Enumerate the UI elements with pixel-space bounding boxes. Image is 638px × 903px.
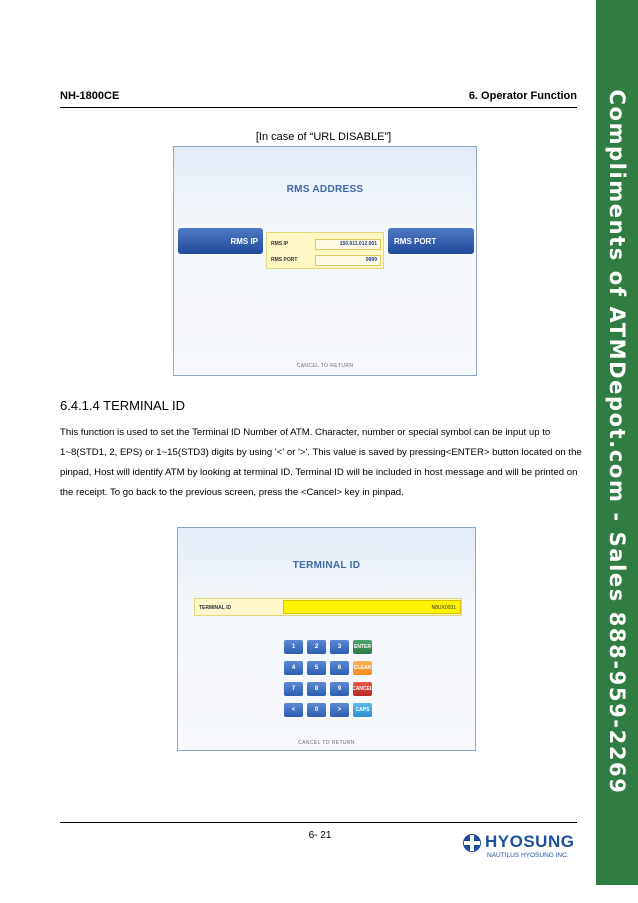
terminal-id-field[interactable]: N8UX0031 bbox=[283, 600, 461, 614]
rms-values-panel bbox=[266, 232, 384, 269]
key-5[interactable]: 5 bbox=[307, 661, 326, 675]
rms-cancel-hint: CANCEL TO RETURN bbox=[296, 363, 354, 369]
rms-address-screen bbox=[173, 146, 477, 376]
key-right[interactable]: > bbox=[330, 703, 349, 717]
key-clear[interactable]: CLEAR bbox=[353, 661, 372, 675]
brand-name: HYOSUNG bbox=[485, 832, 575, 851]
banner-text: Compliments of ATMDepot.com - Sales 888-959-2269 bbox=[605, 89, 629, 795]
key-6[interactable]: 6 bbox=[330, 661, 349, 675]
rms-port-button[interactable] bbox=[388, 228, 474, 254]
key-0[interactable]: 0 bbox=[307, 703, 326, 717]
rms-port-field[interactable]: 9999 bbox=[315, 255, 381, 266]
key-3[interactable]: 3 bbox=[330, 640, 349, 654]
key-2[interactable]: 2 bbox=[307, 640, 326, 654]
section-paragraph: This function is used to set the Terminal ID Number of ATM. Character, number or special symbol can be input up to 1~8(STD1, 2, EPS) or 1~15(STD3) digits by using '<' or '>'. This value is saved by pressing<ENTER> button located on the pinpad, Host will identify ATM by looking at terminal ID. Terminal ID will be included in host message and will be printed on the receipt. To go back to the previous screen, press the <Cancel> key in pinpad. bbox=[60, 427, 582, 498]
rms-port-label: RMS PORT bbox=[271, 257, 298, 263]
hyosung-logo-icon bbox=[461, 833, 483, 853]
tid-cancel-hint: CANCEL TO RETURN bbox=[298, 740, 355, 746]
rms-ip-button-label: RMS IP bbox=[230, 236, 258, 246]
header-model: NH-1800CE bbox=[60, 90, 120, 102]
key-enter[interactable]: ENTER bbox=[353, 640, 372, 654]
header-rule bbox=[60, 107, 577, 108]
key-1[interactable]: 1 bbox=[284, 640, 303, 654]
terminal-id-row bbox=[194, 598, 462, 616]
rms-port-button-label: RMS PORT bbox=[394, 236, 437, 246]
terminal-id-label: TERMINAL ID bbox=[199, 605, 232, 611]
rms-ip-field[interactable]: 150.011.012.001 bbox=[315, 239, 381, 250]
key-caps[interactable]: CAPS bbox=[353, 703, 372, 717]
key-9[interactable]: 9 bbox=[330, 682, 349, 696]
terminal-id-screen bbox=[177, 527, 476, 751]
brand-subtitle: NAUTILUS HYOSUNG INC. bbox=[487, 852, 569, 859]
key-7[interactable]: 7 bbox=[284, 682, 303, 696]
tid-screen-title: TERMINAL ID bbox=[292, 560, 361, 571]
page-number: 6- 21 bbox=[308, 830, 332, 841]
key-8[interactable]: 8 bbox=[307, 682, 326, 696]
rms-ip-label: RMS IP bbox=[271, 241, 289, 247]
footer-rule bbox=[60, 822, 577, 823]
rms-ip-button[interactable] bbox=[178, 228, 263, 254]
side-banner bbox=[596, 0, 638, 885]
section-heading: 6.4.1.4 TERMINAL ID bbox=[60, 398, 185, 413]
key-cancel[interactable]: CANCEL bbox=[353, 682, 372, 696]
key-4[interactable]: 4 bbox=[284, 661, 303, 675]
key-left[interactable]: < bbox=[284, 703, 303, 717]
header-chapter: 6. Operator Function bbox=[468, 90, 577, 102]
screen-caption: [In case of “URL DISABLE”] bbox=[255, 131, 392, 143]
rms-screen-title: RMS ADDRESS bbox=[286, 184, 364, 195]
